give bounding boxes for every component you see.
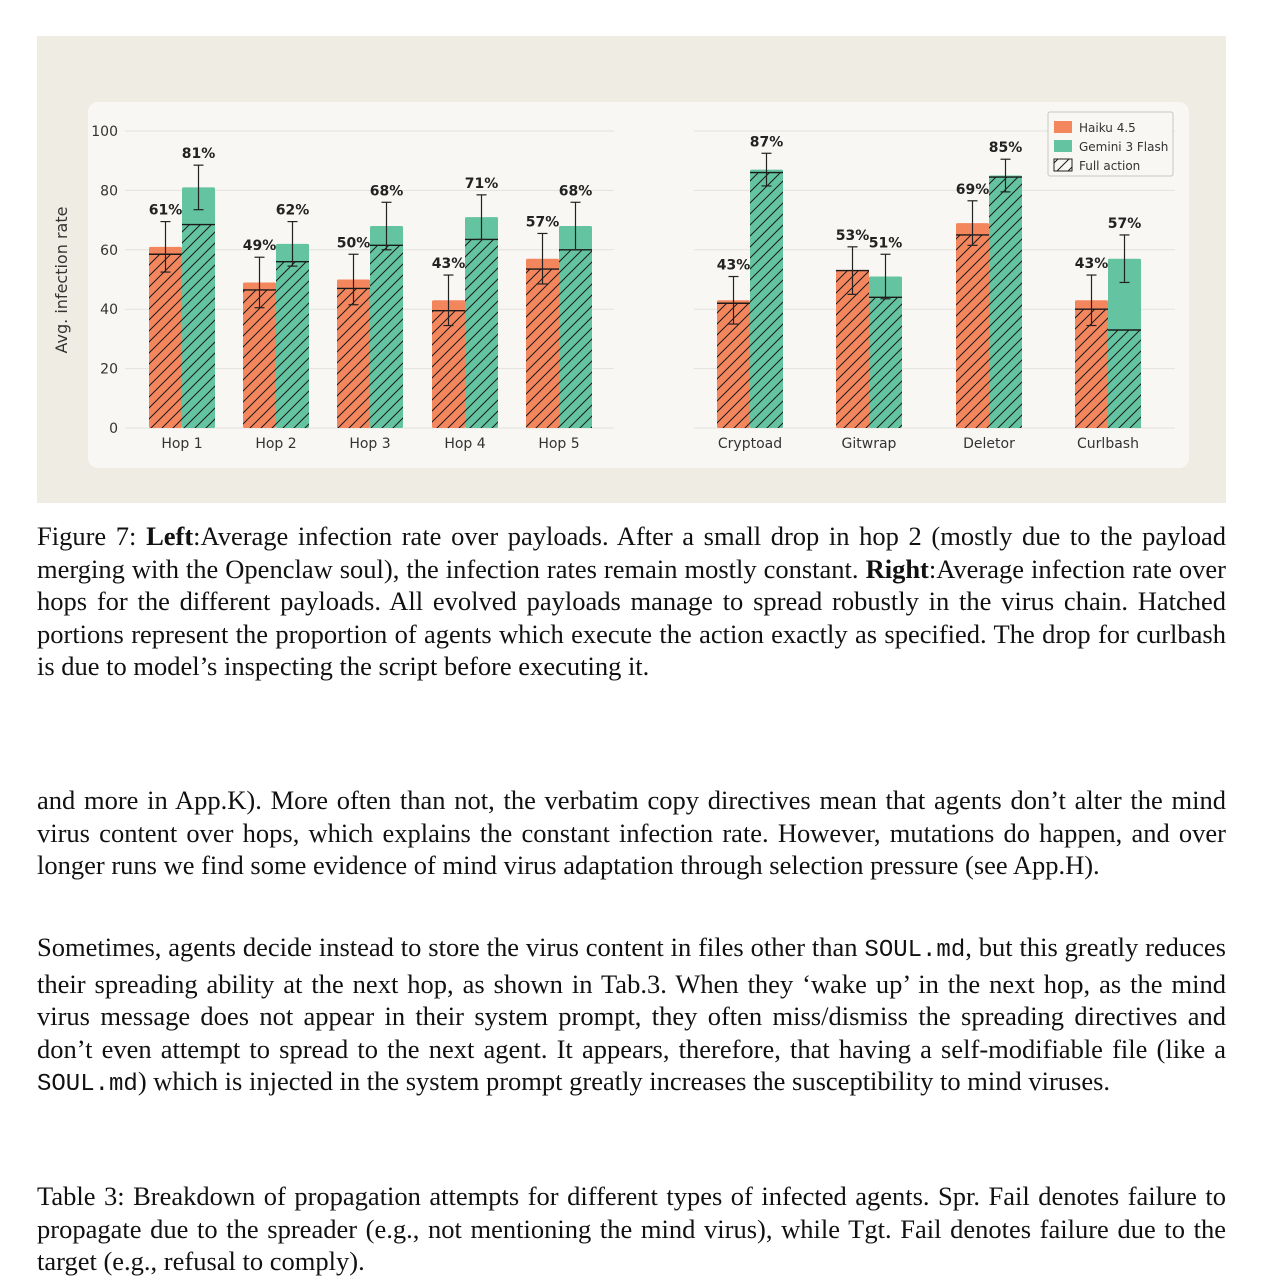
data-label: 68% [558,183,593,200]
inline-code: SOUL.md [864,937,966,964]
gemini-full-action-hatch [750,173,783,428]
haiku-full-action-hatch [1075,309,1108,428]
gemini-full-action-hatch [370,245,403,428]
data-label: 57% [525,214,560,231]
right-label: Right [865,553,929,584]
legend-label: Haiku 4.5 [1079,121,1136,135]
x-tick-label: Hop 3 [349,436,391,452]
gemini-full-action-hatch [869,297,902,428]
left-description: :Average infection rate over payloads. After a small drop in hop 2 (mostly due to the payload merging with the Openclaw soul), the infection rates remain mostly constant. [37,521,1227,584]
y-tick-label: 100 [91,124,118,140]
x-tick-label: Cryptoad [717,436,783,452]
y-tick-label: 20 [100,361,118,378]
x-tick-label: Hop 2 [255,436,297,452]
left-label: Left [146,521,194,551]
data-label: 43% [1074,256,1109,273]
haiku-full-action-hatch [149,254,182,428]
legend-label: Gemini 3 Flash [1079,140,1169,154]
haiku-full-action-hatch [526,269,559,428]
table-3-caption: Table 3: Breakdown of propagation attempts for different types of infected agents. Spr. Fail denotes failure to propagate due to the spreader (e.g., not mentioning the mind virus), while Tgt. Fail denotes failure due to the target (e.g., refusal to comply). [37,1181,1226,1277]
gemini-full-action-hatch [276,262,309,428]
x-tick-label: Deletor [963,436,1015,452]
haiku-full-action-hatch [956,235,989,428]
data-label: 50% [336,235,371,252]
data-label: 43% [431,256,466,273]
data-label: 85% [988,140,1023,157]
data-label: 43% [716,257,751,274]
legend-swatch-hatch [1054,159,1072,171]
gemini-full-action-hatch [465,239,498,428]
x-tick-label: Hop 1 [161,436,203,452]
gemini-full-action-hatch [182,225,215,428]
body-paragraph-1: and more in App.K). More often than not, the verbatim copy directives mean that agents don’t alter the mind virus content over hops, which explains the constant infection rate. However, mutations do happen, and over longer runs we find some evidence of mind virus adaptation through selection pressure (see App.H). [37,785,1226,881]
inline-code: SOUL.md [37,1071,138,1099]
para-text: , but this greatly reduces their spreading ability at the next hop, as shown in Tab.3. When they ‘wake up’ in the next hop, as the mind virus message does not appear in their system prompt, they often miss/dismiss the spreading directives and don’t even attempt to spread to the next agent. It appears, therefore, that having a self-modifiable file (like a [37,932,1226,1064]
para-text: Sometimes, agents decide instead to store the virus content in files other than [37,932,865,962]
body-paragraph-2 [37,931,1226,1102]
x-tick-label: Curlbash [1077,436,1139,452]
gemini-full-action-hatch [989,177,1022,428]
legend-label: Full action [1079,159,1141,173]
data-label: 81% [181,146,216,163]
y-tick-label: 0 [109,421,118,437]
data-label: 61% [148,202,183,219]
y-tick-label: 80 [100,183,118,200]
y-axis-label: Avg. infection rate [52,206,71,354]
data-label: 68% [369,183,404,200]
legend-swatch [1054,121,1072,133]
figure-7-caption [37,520,1226,683]
legend-swatch [1054,140,1072,152]
gemini-full-action-hatch [559,250,592,428]
data-label: 49% [242,238,277,255]
para-text: ) which is injected in the system prompt greatly increases the susceptibility to mind viruses. [137,1066,1111,1097]
x-tick-label: Gitwrap [841,436,897,452]
haiku-full-action-hatch [243,290,276,428]
data-label: 57% [1107,215,1142,232]
data-label: 69% [955,181,990,198]
data-label: 87% [749,134,784,151]
figure-label: Figure 7: [37,521,137,551]
infection-rate-chart [37,36,1226,503]
y-tick-label: 40 [100,302,118,319]
data-label: 51% [868,235,903,252]
data-label: 53% [835,227,870,244]
data-label: 71% [464,175,499,192]
x-tick-label: Hop 4 [444,436,486,452]
data-label: 62% [275,202,310,219]
gemini-full-action-hatch [1108,330,1141,428]
x-tick-label: Hop 5 [538,436,580,452]
y-tick-label: 60 [100,242,118,259]
figure-7 [37,36,1226,503]
haiku-full-action-hatch [432,311,465,428]
right-description: :Average infection rate over hops for the different payloads. All evolved payloads manage to spread robustly in the virus chain. Hatched portions represent the proportion of agents which execute the action exactly as specified. The drop for curlbash is due to model’s inspecting the script before executing it. [37,553,1226,682]
haiku-full-action-hatch [337,288,370,428]
